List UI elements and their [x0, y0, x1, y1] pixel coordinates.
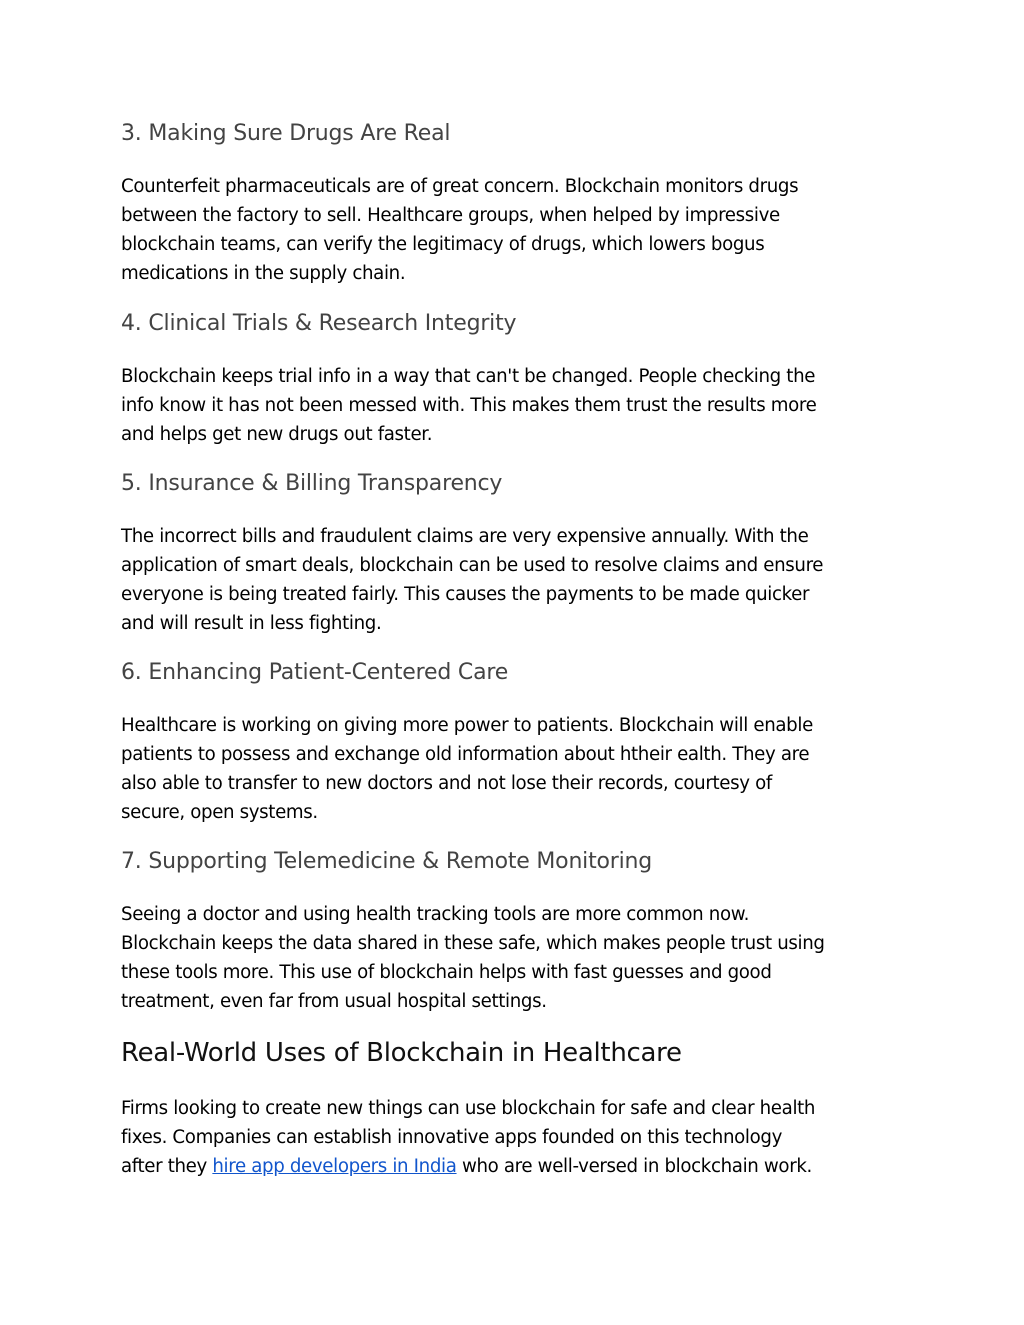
section-paragraph-7	[121, 900, 906, 1016]
paragraph-line: also able to transfer to new doctors and not lose their records, courtesy of	[121, 773, 772, 794]
section-paragraph-5	[121, 522, 906, 638]
link-lead-text: after they	[121, 1156, 213, 1177]
paragraph-line: Healthcare is working on giving more power to patients. Blockchain will enable	[121, 715, 813, 736]
real-world-heading: Real-World Uses of Blockchain in Healthcare	[121, 1038, 682, 1068]
paragraph-line: medications in the supply chain.	[121, 263, 406, 284]
paragraph-line: Firms looking to create new things can use blockchain for safe and clear health	[121, 1098, 816, 1119]
paragraph-line: treatment, even far from usual hospital settings.	[121, 991, 547, 1012]
real-world-paragraph	[121, 1094, 906, 1181]
paragraph-line: Seeing a doctor and using health tracking tools are more common now.	[121, 904, 750, 925]
paragraph-line: everyone is being treated fairly. This causes the payments to be made quicker	[121, 584, 810, 605]
section-paragraph-6	[121, 711, 906, 827]
paragraph-line: Blockchain keeps the data shared in these safe, which makes people trust using	[121, 933, 825, 954]
section-paragraph-3	[121, 172, 906, 288]
paragraph-line: fixes. Companies can establish innovative apps founded on this technology	[121, 1127, 783, 1148]
section-heading-3: 3. Making Sure Drugs Are Real	[121, 121, 451, 146]
paragraph-line-with-link	[121, 1152, 906, 1181]
section-heading-7: 7. Supporting Telemedicine & Remote Monitoring	[121, 849, 653, 874]
paragraph-line: patients to possess and exchange old information about htheir ealth. They are	[121, 744, 810, 765]
paragraph-line: application of smart deals, blockchain can be used to resolve claims and ensure	[121, 555, 824, 576]
paragraph-line: secure, open systems.	[121, 802, 318, 823]
paragraph-line: blockchain teams, can verify the legitimacy of drugs, which lowers bogus	[121, 234, 765, 255]
link-trail-text: who are well-versed in blockchain work.	[456, 1156, 812, 1177]
paragraph-line: Counterfeit pharmaceuticals are of great concern. Blockchain monitors drugs	[121, 176, 799, 197]
paragraph-line: info know it has not been messed with. This makes them trust the results more	[121, 395, 817, 416]
section-heading-6: 6. Enhancing Patient-Centered Care	[121, 660, 509, 685]
section-heading-4: 4. Clinical Trials & Research Integrity	[121, 311, 517, 336]
paragraph-line: The incorrect bills and fraudulent claims are very expensive annually. With the	[121, 526, 809, 547]
section-paragraph-4	[121, 362, 906, 449]
paragraph-line: these tools more. This use of blockchain helps with fast guesses and good	[121, 962, 772, 983]
paragraph-line: between the factory to sell. Healthcare groups, when helped by impressive	[121, 205, 780, 226]
section-heading-5: 5. Insurance & Billing Transparency	[121, 471, 503, 496]
paragraph-line: and helps get new drugs out faster.	[121, 424, 433, 445]
paragraph-line: Blockchain keeps trial info in a way that can't be changed. People checking the	[121, 366, 816, 387]
hire-app-developers-link[interactable]: hire app developers in India	[212, 1156, 457, 1177]
paragraph-line: and will result in less fighting.	[121, 613, 382, 634]
